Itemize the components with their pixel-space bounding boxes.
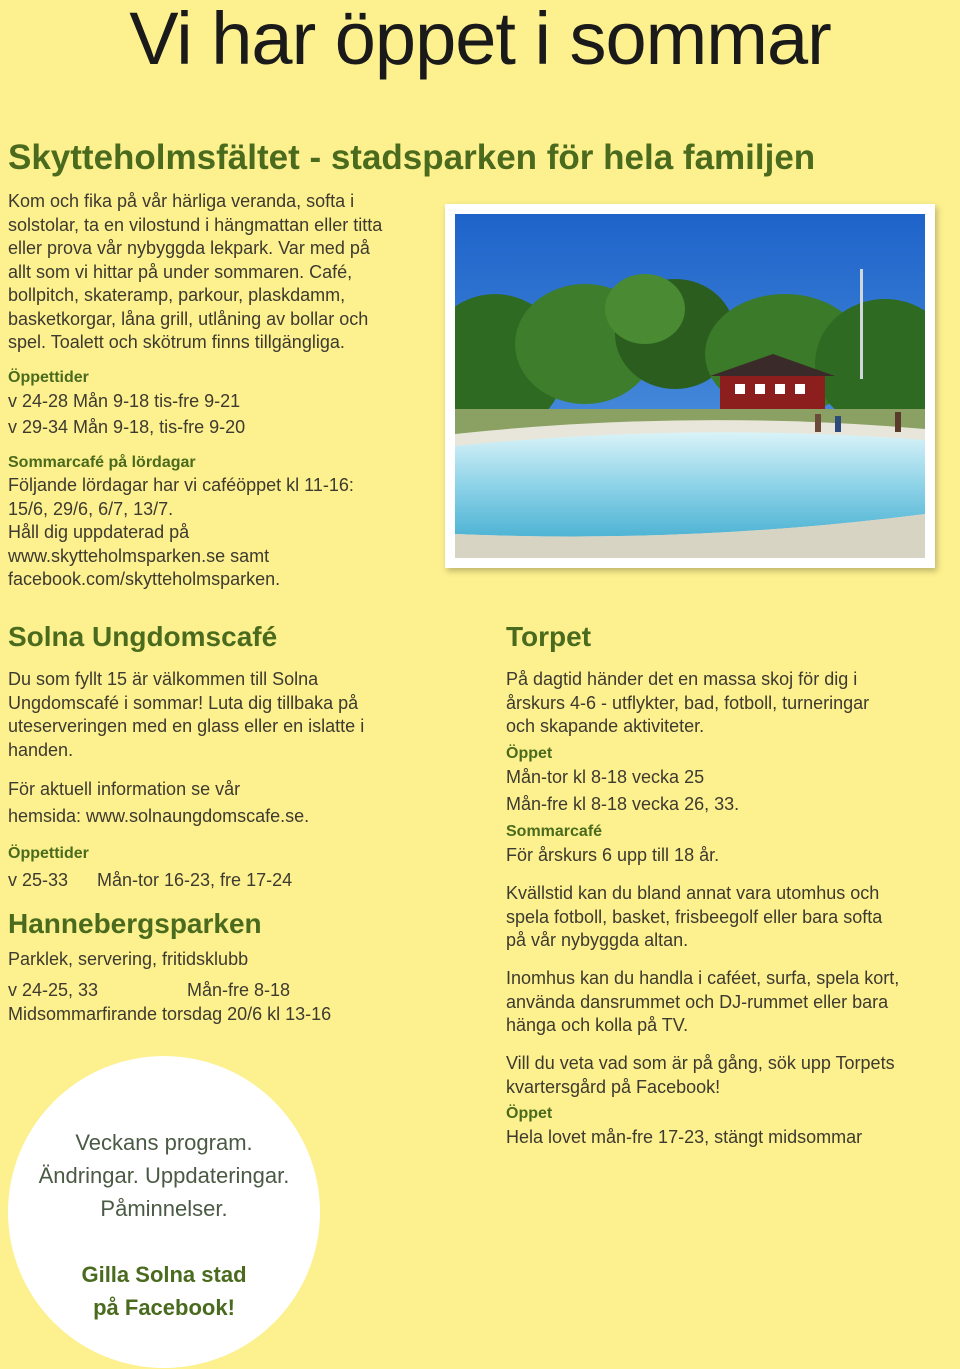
text-line: och skapande aktiviteter.: [506, 716, 705, 736]
torpet-facebook: [506, 1052, 956, 1099]
text-line: Kom och fika på vår härliga veranda, softa i: [8, 191, 355, 211]
promo-cta-line: på Facebook!: [93, 1295, 235, 1320]
text-line: hänga och kolla på TV.: [506, 1015, 689, 1035]
torpet-open2-label: Öppet: [506, 1105, 553, 1122]
skytteholm-heading: Skytteholmsfältet - stadsparken för hela familjen: [8, 138, 816, 177]
text-line: På dagtid händer det en massa skoj för dig i: [506, 669, 858, 689]
text-line: solstolar, ta en vilostund i hängmattan eller titta: [8, 214, 383, 235]
text-line: facebook.com/skytteholmsparken.: [8, 569, 281, 589]
ungdomscafe-hours-label: Öppettider: [8, 845, 89, 862]
ungdomscafe-hours-time: Mån-tor 16-23, fre 17-24: [97, 870, 293, 890]
text-line: 15/6, 29/6, 6/7, 13/7.: [8, 498, 174, 519]
text-line: bollpitch, skateramp, parkour, plaskdamm,: [8, 285, 346, 305]
text-line: allt som vi hittar på under sommaren. Café,: [8, 261, 353, 282]
pool-photo: [455, 214, 925, 558]
hannebergs-hours-week: v 24-25, 33: [8, 980, 99, 1000]
text-line: uteserveringen med en glass eller en islatte i: [8, 716, 365, 736]
torpet-open2-text: Hela lovet mån-fre 17-23, stängt midsommar: [506, 1127, 863, 1147]
torpet-evening: [506, 882, 956, 953]
park-photo-frame: [445, 204, 935, 568]
promo-line: Veckans program.: [75, 1130, 253, 1155]
torpet-open-1: Mån-tor kl 8-18 vecka 25: [506, 767, 705, 787]
promo-line: Påminnelser.: [100, 1196, 228, 1221]
text-line: Ungdomscafé i sommar! Luta dig tillbaka på: [8, 692, 359, 713]
skytteholm-hours-1: v 24-28 Mån 9-18 tis-fre 9-21: [8, 391, 241, 411]
text-line: Kvällstid kan du bland annat vara utomhus och: [506, 883, 880, 903]
ungdomscafe-heading: Solna Ungdomscafé: [8, 621, 278, 652]
text-line: på vår nybyggda altan.: [506, 930, 689, 950]
hannebergs-hours-time: Mån-fre 8-18: [187, 980, 291, 1000]
promo-cta[interactable]: [8, 1258, 320, 1324]
facebook-promo-circle[interactable]: [8, 1056, 320, 1368]
text-line: kvartersgård på Facebook!: [506, 1076, 721, 1097]
skytteholm-hours-label: Öppettider: [8, 369, 89, 386]
ungdomscafe-hours-week: v 25-33: [8, 870, 69, 890]
text-line: basketkorgar, låna grill, utlåning av bollar och: [8, 308, 369, 329]
text-line: årskurs 4-6 - utflykter, bad, fotboll, turneringar: [506, 692, 870, 713]
text-line: Du som fyllt 15 är välkommen till Solna: [8, 669, 319, 689]
skytteholm-cafe-label: Sommarcafé på lördagar: [8, 454, 196, 471]
promo-lines: [8, 1126, 320, 1225]
skytteholm-cafe-text: [8, 474, 428, 592]
torpet-cafe-label: Sommarcafé: [506, 823, 603, 840]
text-line: Håll dig uppdaterad på: [8, 522, 190, 542]
page-title: Vi har öppet i sommar: [129, 0, 831, 80]
skytteholm-hours-2: v 29-34 Mån 9-18, tis-fre 9-20: [8, 417, 246, 437]
torpet-intro: [506, 668, 956, 739]
text-line: spel. Toalett och skötrum finns tillgängliga.: [8, 332, 345, 352]
hannebergs-heading: Hannebergsparken: [8, 908, 262, 939]
ungdomscafe-info-1: För aktuell information se vår: [8, 779, 241, 799]
torpet-open-2: Mån-fre kl 8-18 vecka 26, 33.: [506, 794, 740, 814]
ungdomscafe-intro: [8, 668, 448, 762]
promo-cta-line: Gilla Solna stad: [81, 1262, 247, 1287]
text-line: använda dansrummet och DJ-rummet eller bara: [506, 991, 889, 1012]
skytteholm-intro: [8, 190, 428, 355]
text-line: spela fotboll, basket, frisbeegolf eller bara softa: [506, 906, 883, 927]
torpet-indoor: [506, 967, 956, 1038]
text-line: Följande lördagar har vi caféöppet kl 11-16:: [8, 475, 354, 495]
torpet-heading: Torpet: [506, 621, 592, 652]
text-line: www.skytteholmsparken.se samt: [8, 545, 270, 566]
text-line: handen.: [8, 739, 74, 760]
ungdomscafe-info-2: hemsida: www.solnaungdomscafe.se.: [8, 806, 310, 826]
torpet-cafe-text: För årskurs 6 upp till 18 år.: [506, 845, 720, 865]
hannebergs-midsommar: Midsommarfirande torsdag 20/6 kl 13-16: [8, 1004, 332, 1024]
text-line: eller prova vår nybyggda lekpark. Var med på: [8, 238, 370, 258]
text-line: Inomhus kan du handla i caféet, surfa, spela kort,: [506, 968, 900, 988]
torpet-open-label: Öppet: [506, 745, 553, 762]
promo-line: Ändringar. Uppdateringar.: [38, 1163, 290, 1188]
hannebergs-subtitle: Parklek, servering, fritidsklubb: [8, 949, 249, 969]
text-line: Vill du veta vad som är på gång, sök upp Torpets: [506, 1053, 895, 1073]
